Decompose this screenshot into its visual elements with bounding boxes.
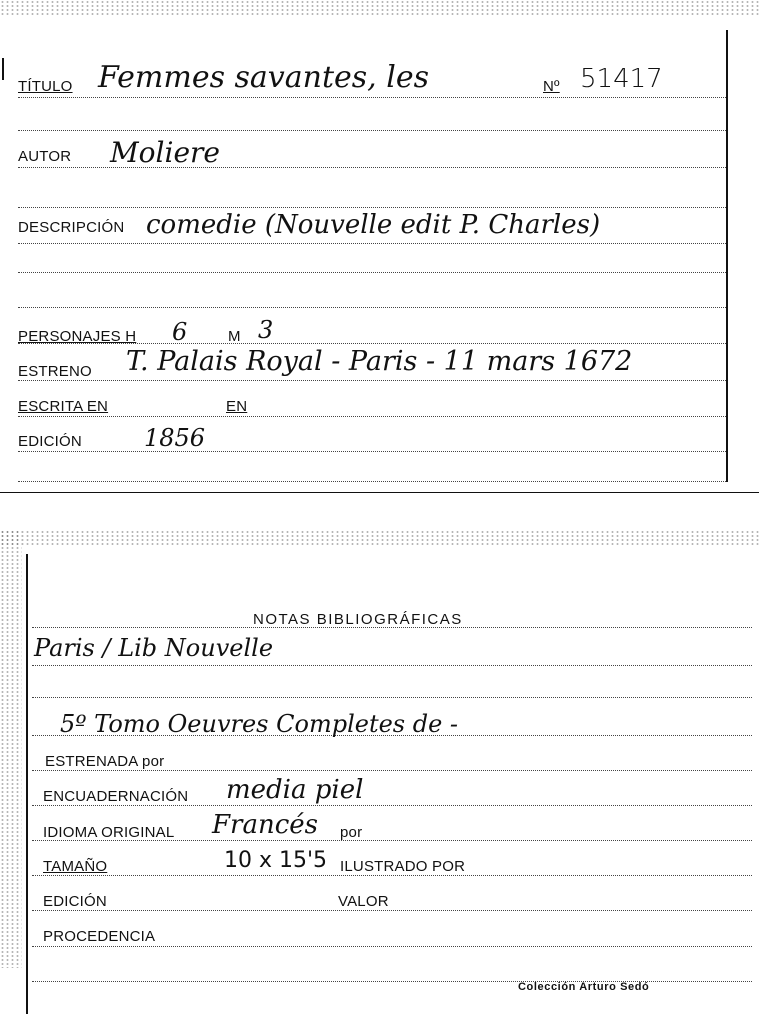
rule-line (18, 243, 726, 244)
estrenada-label: ESTRENADA por (45, 753, 165, 770)
por-label: por (340, 824, 363, 841)
tamano-value: 10 x 15'5 (224, 848, 328, 873)
note-line-1: Paris / Lib Nouvelle (34, 634, 274, 662)
rule-line (18, 380, 726, 381)
rule-line (18, 451, 726, 452)
card-edge-speckle (0, 530, 759, 546)
estreno-value: T. Palais Royal - Paris - 11 mars 1672 (126, 346, 633, 377)
autor-label: AUTOR (18, 148, 72, 165)
card-left-edge (26, 554, 28, 1014)
card-edge-speckle (0, 0, 759, 16)
encuadernacion-value: media piel (226, 775, 364, 805)
ilustrado-label: ILUSTRADO POR (340, 858, 466, 875)
collection-credit: Colección Arturo Sedó (518, 981, 650, 993)
rule-line (18, 272, 726, 273)
estreno-label: ESTRENO (18, 363, 92, 380)
rule-line (32, 770, 752, 771)
note-line-2: 5º Tomo Oeuvres Completes de - (60, 710, 459, 738)
rule-line (18, 481, 726, 482)
valor-label: VALOR (338, 893, 389, 910)
idioma-label: IDIOMA ORIGINAL (43, 824, 175, 841)
tamano-label: TAMAÑO (43, 858, 108, 875)
personajes-m-value: 3 (258, 316, 274, 344)
en-label: EN (226, 398, 248, 415)
autor-value: Moliere (110, 136, 220, 169)
card-right-edge (726, 30, 728, 482)
rule-line (32, 946, 752, 947)
edicion-back-label: EDICIÓN (43, 893, 107, 910)
rule-line (32, 665, 752, 666)
personajes-m-label: M (228, 328, 241, 345)
titulo-value: Femmes savantes, les (98, 60, 429, 95)
edicion-label: EDICIÓN (18, 433, 82, 450)
descripcion-label: DESCRIPCIÓN (18, 219, 125, 236)
card-bottom-edge (0, 492, 759, 493)
card-left-mark (2, 58, 4, 80)
numero-value: 51417 (580, 64, 663, 94)
titulo-label: TÍTULO (18, 78, 73, 95)
rule-line (18, 307, 726, 308)
idioma-value: Francés (212, 810, 319, 840)
escrita-label: ESCRITA EN (18, 398, 109, 415)
personajes-h-value: 6 (172, 318, 188, 346)
rule-line (18, 207, 726, 208)
catalog-card-back (0, 530, 759, 1028)
card-edge-speckle (0, 530, 22, 968)
rule-line (18, 130, 726, 131)
rule-line (18, 416, 726, 417)
rule-line (32, 805, 752, 806)
procedencia-label: PROCEDENCIA (43, 928, 156, 945)
rule-line (32, 875, 752, 876)
personajes-label: PERSONAJES H (18, 328, 137, 345)
notas-heading: NOTAS BIBLIOGRÁFICAS (253, 611, 463, 628)
rule-line (18, 97, 726, 98)
rule-line (32, 910, 752, 911)
encuadernacion-label: ENCUADERNACIÓN (43, 788, 189, 805)
descripcion-value: comedie (Nouvelle edit P. Charles) (146, 210, 601, 240)
rule-line (32, 697, 752, 698)
numero-label: Nº (543, 78, 560, 95)
catalog-card-front (0, 0, 759, 495)
edicion-value: 1856 (144, 424, 206, 452)
